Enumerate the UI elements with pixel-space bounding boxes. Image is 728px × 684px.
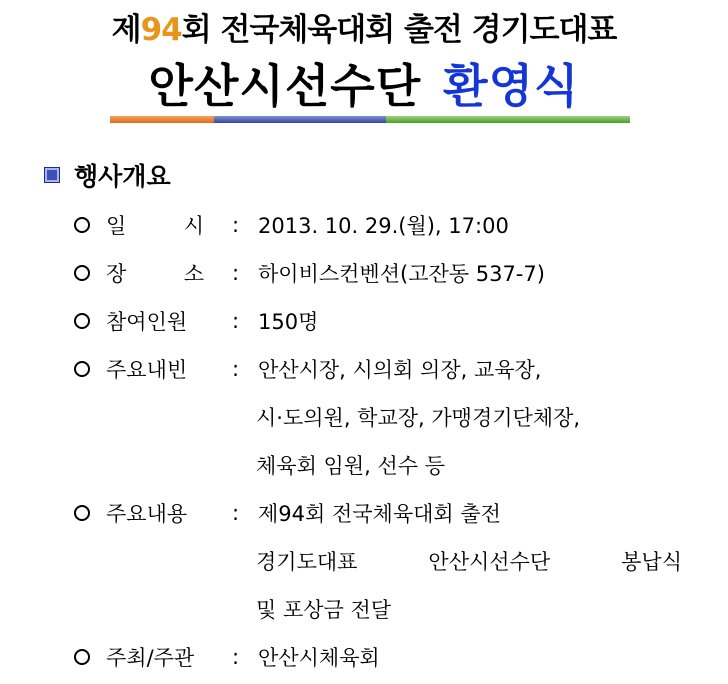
item-label-char-1: 장 [106,262,127,286]
item-value-part: 봉납식 [621,550,682,574]
item-content-line-3 [256,592,391,626]
item-guests-line-3 [256,448,445,482]
item-label-char-2: 소 [183,262,204,286]
item-content [74,496,501,530]
subtitle-main: 안산시선수단 [148,59,422,113]
item-value-part: 안산시선수단 [428,550,551,574]
item-colon: : [232,213,240,237]
item-value: 체육회 임원, 선수 등 [256,454,445,478]
item-label: 주요내빈 [106,358,188,382]
circle-bullet-icon [74,313,90,329]
item-value: 150명 [258,310,319,334]
event-subtitle [0,50,728,116]
item-guests-line-2 [256,400,580,434]
section-title: 행사개요 [74,162,171,191]
title-prefix: 제 [111,12,141,48]
title-suffix: 회 전국체육대회 출전 경기도대표 [181,12,617,48]
item-colon: : [232,261,240,285]
item-label [106,210,204,240]
item-colon: : [232,501,240,525]
item-date [74,208,509,242]
item-label-char-1: 일 [106,214,127,238]
title-number: 94 [140,12,182,48]
item-place [74,256,545,290]
item-host [74,640,380,674]
item-attendees [74,304,318,338]
circle-bullet-icon [74,217,90,233]
circle-bullet-icon [74,505,90,521]
event-title [0,4,728,49]
circle-bullet-icon [74,265,90,281]
item-label: 주최/주관 [106,646,195,670]
square-bullet-icon [44,167,60,183]
item-label: 주요내용 [106,502,188,526]
circle-bullet-icon [74,361,90,377]
item-colon: : [232,309,240,333]
item-value: 안산시장, 시의회 의장, 교육장, [258,358,542,382]
divider-orange [110,116,214,123]
item-value: 제94회 전국체육대회 출전 [258,502,501,526]
item-value: 안산시체육회 [258,646,380,670]
item-value-part: 경기도대표 [256,550,358,574]
item-value: 시·도의원, 학교장, 가맹경기단체장, [256,406,581,430]
item-label [106,258,204,288]
subtitle-accent: 환영식 [443,59,580,113]
item-value: 및 포상금 전달 [256,598,392,622]
item-content-line-2 [256,544,682,578]
divider-blue [214,116,386,123]
item-colon: : [232,645,240,669]
item-value-spread [256,546,682,576]
divider-green [386,116,630,123]
item-colon: : [232,357,240,381]
circle-bullet-icon [74,649,90,665]
section-header [44,158,171,192]
item-label-char-2: 시 [183,214,204,238]
item-value: 하이비스컨벤션(고잔동 537-7) [258,262,545,286]
item-label: 참여인원 [106,310,188,334]
item-guests [74,352,541,386]
item-value: 2013. 10. 29.(월), 17:00 [258,214,509,238]
